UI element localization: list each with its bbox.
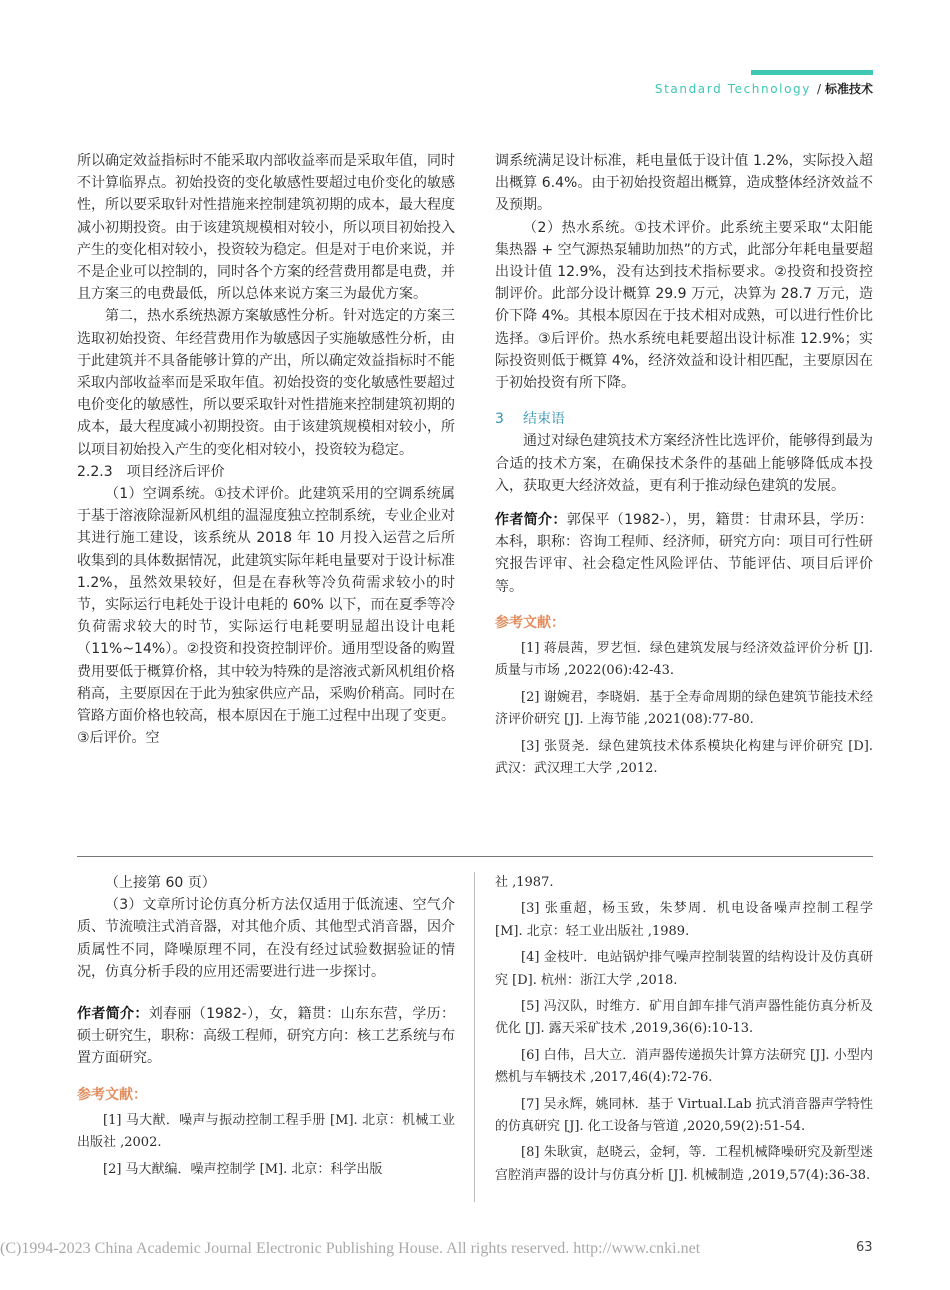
references-heading: 参考文献： — [495, 614, 565, 631]
column-right-top — [495, 150, 873, 781]
continued-note: （上接第 60 页） — [105, 875, 216, 891]
paragraph: 第二，热水系统热源方案敏感性分析。针对选定的方案三选取初始投资、年经营费用作为敏感因子实施敏感性分析，由于此建筑并不具备能够计算的产出，所以确定效益指标时不能采取内部收益率而是采取年值。初始投资的变化敏感性要超过电价变化的敏感性，所以要采取针对性措施来控制建筑初期的成本，最大程度减小初期投资。由于该建筑规模相对较小，所以项目初始投入产生的变化相对较小，投资较为稳定。 — [77, 308, 455, 458]
paragraph: （2）热水系统。①技术评价。此系统主要采取“太阳能集热器 + 空气源热泵辅助加热”的方式，此部分年耗电量要超出设计值 12.9%，没有达到技术指标要求。②投资和投资控制评价。此部分设计概算 29.9 万元，决算为 28.7 万元，造价下降 4%。其根本原因在于技术相对成熟，可以进行性价比选择。③后评价。热水系统电耗要超出设计标准 12.9%；实际投资则低于概算 4%，经济效益和设计相匹配，主要原因在于初始投资有所下降。 — [495, 219, 873, 392]
reference-item: [3] 张重超，杨玉致，朱梦周．机电设备噪声控制工程学 [M]. 北京：轻工业出版社 ,1989. — [495, 901, 873, 939]
reference-item: [2] 谢婉君，李晓娟．基于全寿命周期的绿色建筑节能技术经济评价研究 [J]. 上海节能 ,2021(08):77-80. — [495, 689, 873, 728]
reference-item: [6] 白伟，吕大立．消声器传递损失计算方法研究 [J]. 小型内燃机与车辆技术 ,2017,46(4):72-76. — [495, 1047, 873, 1086]
reference-item: [7] 吴永辉，姚同林．基于 Virtual.Lab 抗式消音器声学特性的仿真研究 [J]. 化工设备与管道 ,2020,59(2):51-54. — [495, 1096, 873, 1135]
section-title: 结束语 — [523, 411, 565, 428]
reference-item: [1] 蒋晨茜，罗艺恒．绿色建筑发展与经济效益评价分析 [J]. 质量与市场 ,2022(06):42-43. — [495, 641, 873, 679]
page-number: 63 — [856, 1240, 873, 1255]
header-chinese: 标准技术 — [824, 82, 873, 96]
reference-item: [4] 金枝叶．电站锅炉排气噪声控制装置的结构设计及仿真研究 [D]. 杭州：浙江大学 ,2018. — [495, 950, 873, 988]
author-bio — [77, 1003, 455, 1070]
reference-item: [1] 马大猷．噪声与振动控制工程手册 [M]. 北京：机械工业出版社 ,2002. — [77, 1112, 455, 1151]
column-left-bottom — [77, 872, 455, 1181]
header-english: Standard Technology — [654, 82, 811, 96]
author-bio-text: 郭保平（1982-），男，籍贯：甘肃环县，学历：本科，职称：咨询工程师、经济师，研究方向：项目可行性研究报告评审、社会稳定性风险评估、节能评估、项目后评价等。 — [495, 512, 873, 595]
paragraph: （1）空调系统。①技术评价。此建筑采用的空调系统属于基于溶液除湿新风机组的温湿度独立控制系统，专业企业对其进行施工建设，该系统从 2018 年 10 月投入运营之后所收集到的具体数据情况，此建筑实际年耗电量要对于设计标准 1.2%，虽然效果较好，但是在春秋等冷负荷需求较小的时节，实际运行电耗处于设计电耗的 60% 以下，而在夏季等冷负荷需求较大的时节，实际运行电耗要明显超出设计电耗（11%~14%）。②投资和投资控制评价。通用型设备的购置费用要低于概算价格，其中较为特殊的是溶液式新风机组价格稍高，主要原因在于此为独家供应产品，采购价稍高。同时在管路方面价格也较高，根本原因在于施工过程中出现了变更。③后评价。空 — [77, 486, 455, 747]
section-number: 3 — [495, 411, 504, 428]
author-bio-label: 作者简介： — [77, 1006, 149, 1023]
header-accent-bar — [751, 70, 873, 75]
reference-item: [2] 马大猷编．噪声控制学 [M]. 北京：科学出版 — [103, 1161, 383, 1177]
section-heading — [495, 408, 873, 430]
column-left-top — [77, 150, 455, 749]
author-bio-label: 作者简介： — [495, 512, 567, 529]
header-separator: / — [816, 82, 821, 96]
column-divider — [474, 872, 475, 1202]
reference-item: [3] 张贤尧．绿色建筑技术体系模块化构建与评价研究 [D]. 武汉：武汉理工大学 ,2012. — [495, 738, 873, 777]
copyright-footer: (C)1994-2023 China Academic Journal Electronic Publishing House. All rights reserved. http://www.cnki.net — [0, 1240, 701, 1257]
subsection-heading: 2.2.3 项目经济后评价 — [77, 463, 225, 480]
author-bio — [495, 509, 873, 598]
reference-continuation: 社 ,1987. — [495, 875, 554, 890]
paragraph: 调系统满足设计标准，耗电量低于设计值 1.2%，实际投入超出概算 6.4%。由于初始投资超出概算，造成整体经济效益不及预期。 — [495, 153, 873, 214]
paragraph: 所以确定效益指标时不能采取内部收益率而是采取年值，同时不计算临界点。初始投资的变化敏感性要超过电价变化的敏感性，所以要采取针对性措施来控制建筑初期的成本，最大程度减小初期投资。由于该建筑规模相对较小，所以项目初始投入产生的变化相对较小，投资较为稳定。但是对于电价来说，并不是企业可以控制的，同时各个方案的经营费用都是电费，并且方案三的电费最低，所以总体来说方案三为最优方案。 — [77, 153, 455, 303]
conclusion-text: 通过对绿色建筑技术方案经济性比选评价，能够得到最为合适的技术方案，在确保技术条件的基础上能够降低成本投入，获取更大经济效益，更有利于推动绿色建筑的发展。 — [495, 433, 873, 494]
reference-item: [8] 朱耿寅，赵晓云，金轲，等．工程机械降噪研究及新型迷宫腔消声器的设计与仿真分析 [J]. 机械制造 ,2019,57(4):36-38. — [495, 1145, 873, 1183]
section-divider — [77, 856, 873, 857]
references-heading: 参考文献： — [77, 1086, 147, 1103]
running-header — [655, 80, 873, 97]
column-right-bottom — [495, 872, 873, 1187]
reference-item: [5] 冯汉队，时维方．矿用自卸车排气消声器性能仿真分析及优化 [J]. 露天采矿技术 ,2019,36(6):10-13. — [495, 999, 873, 1037]
paragraph: （3）文章所讨论仿真分析方法仅适用于低流速、空气介质、节流喷注式消音器，对其他介质、其他型式消音器，因介质属性不同，降噪原理不同，在没有经过试验数据验证的情况，仿真分析手段的应用还需要进行进一步探讨。 — [77, 897, 455, 980]
author-bio-text: 刘春丽（1982-），女，籍贯：山东东营，学历：硕士研究生，职称：高级工程师，研究方向：核工艺系统与布置方面研究。 — [77, 1006, 455, 1067]
